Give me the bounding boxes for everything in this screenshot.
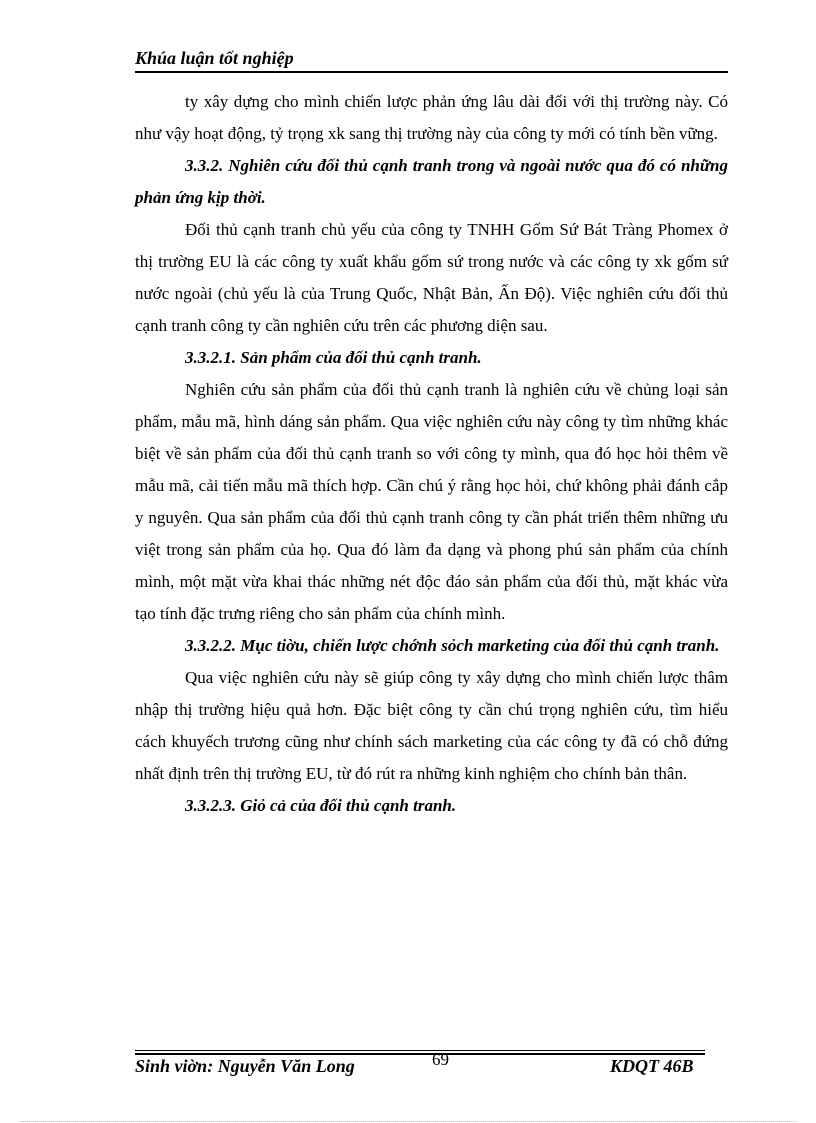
section-heading-3-3-2-2: 3.3.2.2. Mục tiờu, chiến lược chớnh sỏch marketing của đối thủ cạnh tranh. (185, 636, 720, 655)
footer-rule-bottom (135, 1053, 705, 1055)
page-number: 69 (432, 1050, 449, 1069)
footer-class-code: KDQT 46B (610, 1056, 694, 1076)
paragraph-marketing-policy: Qua việc nghiên cứu này sẽ giúp công ty xây dựng cho mình chiến lược thâm nhập thị trường hiệu quả hơn. Đặc biệt công ty cần chú trọng nghiên cứu, tìm hiểu cách khuyếch trương cũng như chính sách marketing của các công ty đã có chỗ đứng nhất định trên thị trường EU, từ đó rút ra những kinh nghiệm cho chính bản thân. (135, 668, 728, 783)
paragraph-competitors: Đối thủ cạnh tranh chủ yếu của công ty TNHH Gốm Sứ Bát Tràng Phomex ở thị trường EU là các công ty xuất khẩu gốm sứ trong nước và các công ty xk gốm sứ nước ngoài (chủ yếu là của Trung Quốc, Nhật Bản, Ấn Độ). Việc nghiên cứu đối thủ cạnh tranh công ty cần nghiên cứu trên các phương diện sau. (135, 220, 728, 335)
running-header-title: Khúa luận tốt nghiệp (135, 48, 294, 68)
section-heading-3-3-2-3: 3.3.2.3. Giỏ cả của đối thủ cạnh tranh. (185, 796, 457, 815)
section-heading-3-3-2: 3.3.2. Nghiên cứu đối thủ cạnh tranh trong và ngoài nước qua đó có những phản ứng kịp thời. (135, 156, 728, 207)
footer-rule-top (135, 1050, 705, 1051)
section-heading-3-3-2-1: 3.3.2.1. Sản phẩm của đối thủ cạnh tranh. (185, 348, 482, 367)
page-body (135, 86, 728, 822)
page-edge-divider (20, 1121, 796, 1122)
paragraph-competitor-products: Nghiên cứu sản phẩm của đối thủ cạnh tranh là nghiên cứu về chủng loại sản phẩm, mẫu mã, hình dáng sản phẩm. Qua việc nghiên cứu này công ty tìm những khác biệt về sản phẩm của đối thủ cạnh tranh so với công ty mình, qua đó học hỏi thêm về mẫu mã, cải tiến mẫu mã thích hợp. Cần chú ý rằng học hỏi, chứ không phải đánh cắp y nguyên. Qua sản phẩm của đối thủ cạnh tranh công ty cần phát triển thêm những ưu việt trong sản phẩm của họ. Qua đó làm đa dạng và phong phú sản phẩm của chính mình, một mặt vừa khai thác những nét độc đáo sản phẩm của đối thủ, mặt khác vừa tạo tính đặc trưng riêng cho sản phẩm của chính mình. (135, 380, 728, 623)
header-rule (135, 71, 728, 73)
footer-student-name: Sinh viờn: Nguyễn Văn Long (135, 1056, 355, 1076)
paragraph-continuation: ty xây dựng cho mình chiến lược phản ứng lâu dài đối với thị trường này. Có như vậy hoạt động, tỷ trọng xk sang thị trường này của công ty mới có tính bền vững. (135, 92, 728, 143)
